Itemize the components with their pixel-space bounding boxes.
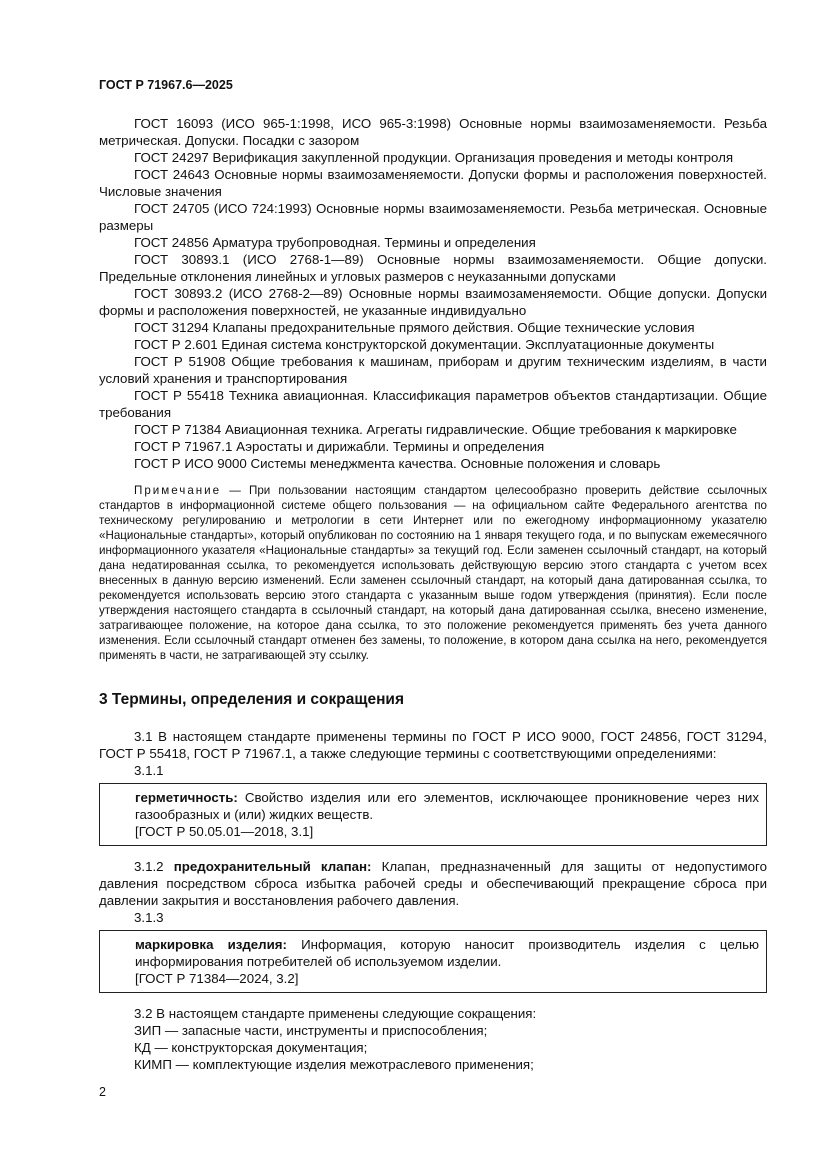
references-note [99, 483, 767, 663]
term-source: [ГОСТ Р 71384—2024, 3.2] [135, 971, 299, 986]
reference-item: ГОСТ 16093 (ИСО 965-1:1998, ИСО 965-3:1998) Основные нормы взаимозаменяемости. Резьба метрическая. Допуски. Посадки с зазором [99, 116, 767, 148]
term-name: предохранительный клапан: [173, 859, 372, 874]
term-definition [135, 936, 759, 970]
reference-item: ГОСТ Р 55418 Техника авиационная. Классификация параметров объектов стандартизации. Общие требования [99, 388, 767, 420]
reference-item: ГОСТ 24643 Основные нормы взаимозаменяемости. Допуски формы и расположения поверхностей. Числовые значения [99, 167, 767, 199]
abbreviations-section [99, 1005, 767, 1073]
abbreviation-item: ЗИП — запасные части, инструменты и приспособления; [134, 1023, 488, 1038]
reference-item: ГОСТ Р 2.601 Единая система конструкторской документации. Эксплуатационные документы [134, 337, 715, 352]
reference-item: ГОСТ Р ИСО 9000 Системы менеджмента качества. Основные положения и словарь [134, 456, 661, 471]
normative-references-list [99, 115, 767, 472]
reference-item: ГОСТ Р 71967.1 Аэростаты и дирижабли. Термины и определения [134, 439, 545, 454]
abbreviation-item: КД — конструкторская документация; [134, 1040, 368, 1055]
document-body [99, 115, 767, 1073]
note-label: Примечание [134, 484, 222, 497]
clause-3-1: 3.1 В настоящем стандарте применены термины по ГОСТ Р ИСО 9000, ГОСТ 24856, ГОСТ 31294, ГОСТ Р 55418, ГОСТ Р 71967.1, а также следующие термины с соответствующими определениями: [99, 729, 767, 761]
term-box-hermeticity [99, 783, 767, 846]
term-definition [135, 789, 759, 823]
reference-item: ГОСТ Р 51908 Общие требования к машинам, приборам и другим техническим изделиям, в части условий хранения и транспортирования [99, 354, 767, 386]
term-name: герметичность: [135, 790, 238, 805]
reference-item: ГОСТ 31294 Клапаны предохранительные прямого действия. Общие технические условия [134, 320, 695, 335]
term-text: Информация, которую наносит производитель изделия с целью информирования потребителей об используемом изделии. [135, 937, 759, 969]
term-name: маркировка изделия: [135, 937, 287, 952]
reference-item: ГОСТ 24705 (ИСО 724:1993) Основные нормы взаимозаменяемости. Резьба метрическая. Основные размеры [99, 201, 767, 233]
clause-3-1-2 [99, 858, 767, 909]
clause-3-1-1-number: 3.1.1 [134, 763, 164, 778]
term-box-marking [99, 930, 767, 993]
term-text: Свойство изделия или его элементов, исключающее проникновение через них газообразных и (или) жидких веществ. [135, 790, 759, 822]
clause-number: 3.1.2 [134, 859, 174, 874]
note-text: — При пользовании настоящим стандартом целесообразно проверить действие ссылочных стандартов в информационной системе общего пользования — на официальном сайте Федерального агентства по техническому регулированию и метрологии в сети Интернет или по ежегодному информационному указателю «Национальные стандарты», который опубликован по состоянию на 1 января текущего года, и по выпускам ежемесячного информационного указателя «Национальные стандарты» за текущий год. Если заменен ссылочный стандарт, на который дана недатированная ссылка, то рекомендуется использовать действующую версию этого стандарта с учетом всех внесенных в данную версию изменений. Если заменен ссылочный стандарт, на который дана датированная ссылка, то рекомендуется использовать версию этого стандарта с указанным выше годом утверждения (принятия). Если после утверждения настоящего стандарта в ссылочный стандарт, на который дана датированная ссылка, внесено изменение, затрагивающее положение, на которое дана ссылка, то это положение рекомендуется применять без учета данного изменения. Если ссылочный стандарт отменен без замены, то положение, в котором дана ссылка на него, рекомендуется применять в части, не затрагивающей эту ссылку. [99, 484, 767, 662]
clause-3-1-3-number: 3.1.3 [134, 910, 164, 925]
reference-item: ГОСТ 24856 Арматура трубопроводная. Термины и определения [134, 235, 536, 250]
page-number: 2 [99, 1085, 106, 1099]
reference-item: ГОСТ 30893.1 (ИСО 2768-1—89) Основные нормы взаимозаменяемости. Общие допуски. Предельные отклонения линейных и угловых размеров с неуказанными допусками [99, 252, 767, 284]
term-text: Клапан, предназначенный для защиты от недопустимого давления посредством сброса избытка рабочей среды и обеспечивающий прекращение сброса при давлении закрытия и восстановления рабочего давления. [99, 859, 767, 908]
section-title: 3 Термины, определения и сокращения [99, 691, 404, 708]
term-source: [ГОСТ Р 50.05.01—2018, 3.1] [135, 824, 314, 839]
abbreviation-item: КИМП — комплектующие изделия межотраслевого применения; [134, 1057, 534, 1072]
reference-item: ГОСТ 24297 Верификация закупленной продукции. Организация проведения и методы контроля [134, 150, 734, 165]
reference-item: ГОСТ Р 71384 Авиационная техника. Агрегаты гидравлические. Общие требования к маркировке [134, 422, 737, 437]
reference-item: ГОСТ 30893.2 (ИСО 2768-2—89) Основные нормы взаимозаменяемости. Общие допуски. Допуски формы и расположения поверхностей, не указанные индивидуально [99, 286, 767, 318]
clause-3-2: 3.2 В настоящем стандарте применены следующие сокращения: [134, 1006, 537, 1021]
document-header: ГОСТ Р 71967.6—2025 [99, 78, 233, 92]
